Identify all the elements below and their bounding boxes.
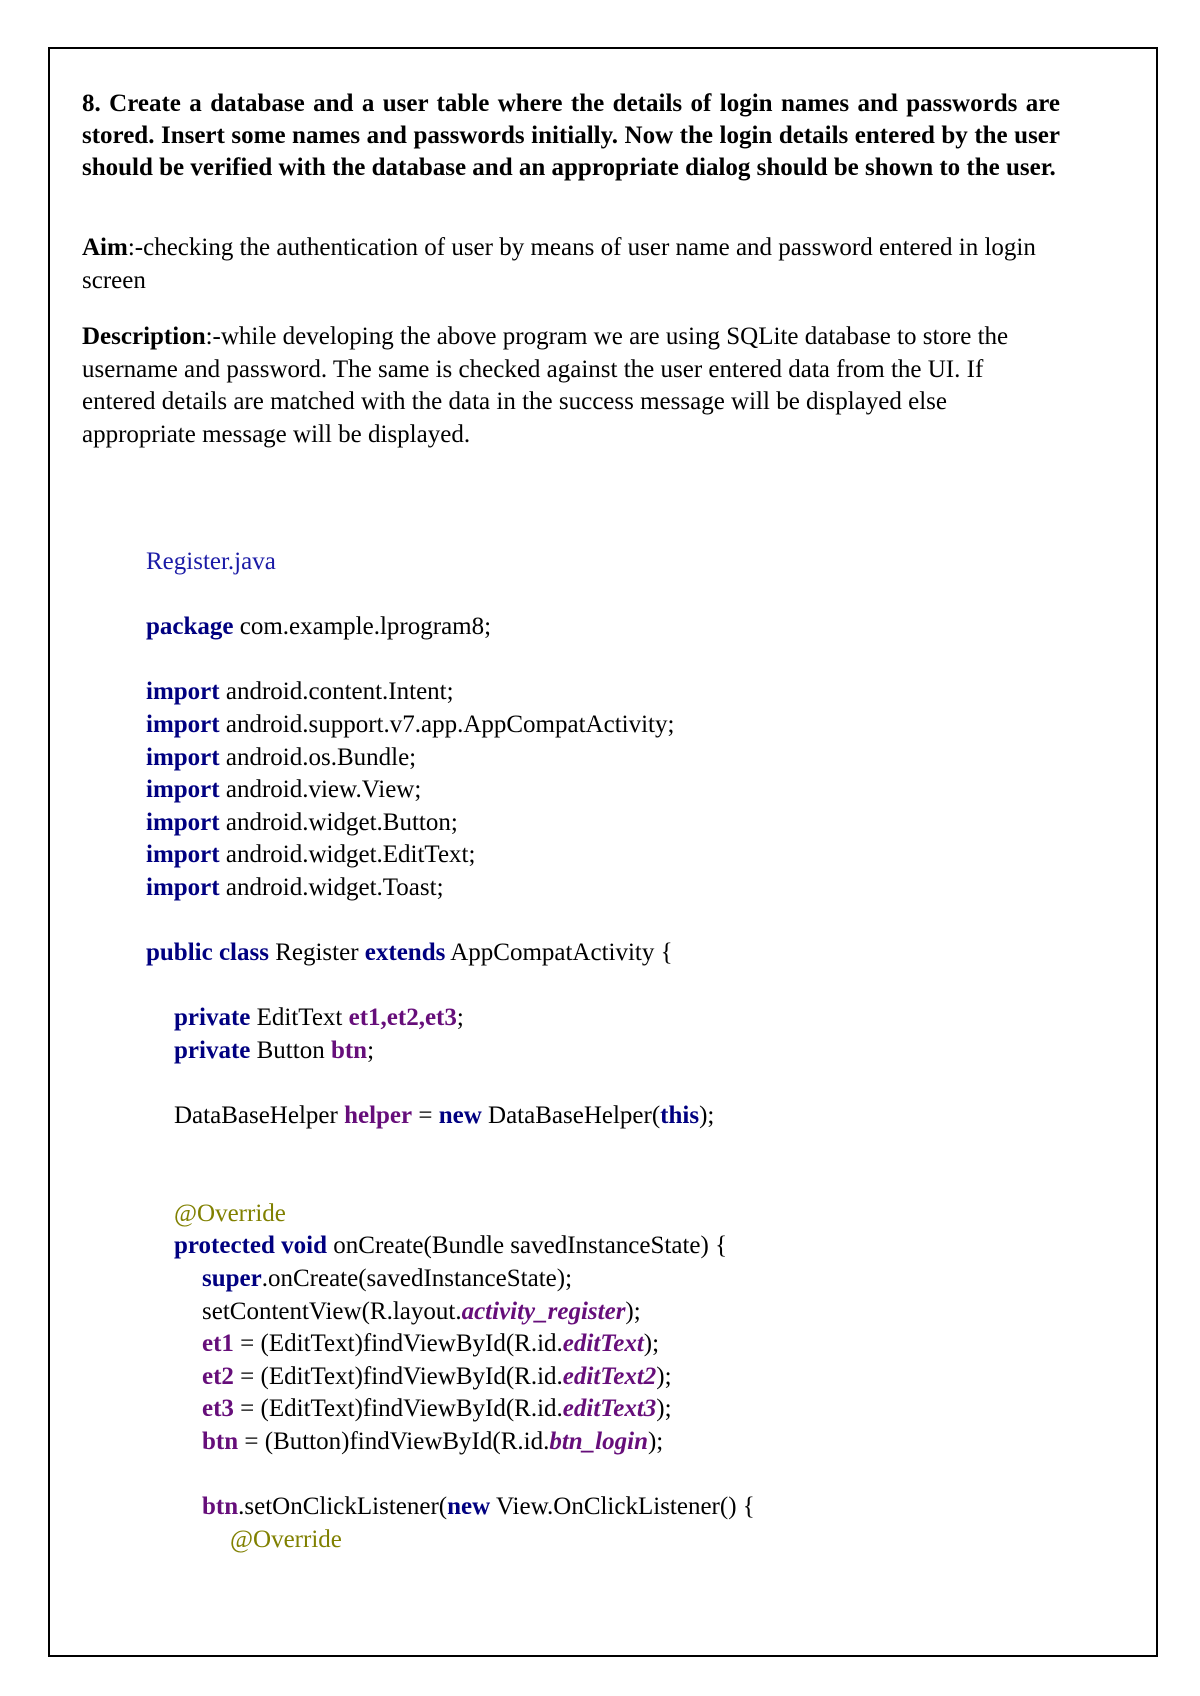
code-import-line: import android.view.View; — [146, 776, 422, 804]
code-import-line: import android.support.v7.app.AppCompatActivity; — [146, 710, 675, 738]
question-heading: 8. Create a database and a user table where the details of login names and passwords are stored. Insert some names and passwords initially. Now the login details entered by the user should be verified with the database and an appropriate dialog should be shown to the user. — [82, 90, 1060, 181]
code-class-declaration: public class Register extends AppCompatActivity { — [146, 939, 673, 967]
code-oncreate-signature: protected void onCreate(Bundle savedInstanceState) { — [174, 1232, 728, 1260]
description-text: :-while developing the above program we are using SQLite database to store the username and password. The same is checked against the user entered data from the UI. If entered details are matched with the data in the success message will be displayed else appropriate message will be displayed. — [82, 323, 1009, 448]
code-find-view-line: et2 = (EditText)findViewById(R.id.editText2); — [202, 1362, 672, 1390]
aim-paragraph — [82, 232, 1042, 297]
code-field-edittexts: private EditText et1,et2,et3; — [174, 1004, 464, 1032]
code-import-line: import android.widget.Button; — [146, 808, 458, 836]
code-import-line: import android.widget.EditText; — [146, 841, 476, 869]
code-package-line: package com.example.lprogram8; — [146, 613, 492, 641]
code-set-content-view: setContentView(R.layout.activity_register); — [202, 1297, 641, 1325]
code-super-call: super.onCreate(savedInstanceState); — [202, 1265, 573, 1293]
code-import-line: import android.os.Bundle; — [146, 743, 417, 771]
code-filename: Register.java — [146, 548, 276, 575]
code-helper-line: DataBaseHelper helper = new DataBaseHelper(this); — [174, 1102, 715, 1130]
code-annotation: @Override — [174, 1199, 286, 1227]
code-import-line: import android.widget.Toast; — [146, 873, 444, 901]
code-listener-line: btn.setOnClickListener(new View.OnClickListener() { — [202, 1493, 755, 1521]
code-listing — [146, 546, 1106, 1556]
aim-label: Aim — [82, 234, 128, 261]
description-label: Description — [82, 323, 206, 350]
aim-text: :-checking the authentication of user by means of user name and password entered in login screen — [82, 234, 1036, 294]
code-annotation: @Override — [230, 1525, 342, 1553]
code-import-line: import android.content.Intent; — [146, 678, 454, 706]
code-find-view-line: et1 = (EditText)findViewById(R.id.editText); — [202, 1330, 660, 1358]
description-paragraph — [82, 321, 1042, 451]
code-find-view-line: btn = (Button)findViewById(R.id.btn_login); — [202, 1428, 664, 1456]
code-find-view-line: et3 = (EditText)findViewById(R.id.editText3); — [202, 1395, 672, 1423]
code-field-button: private Button btn; — [174, 1036, 375, 1064]
